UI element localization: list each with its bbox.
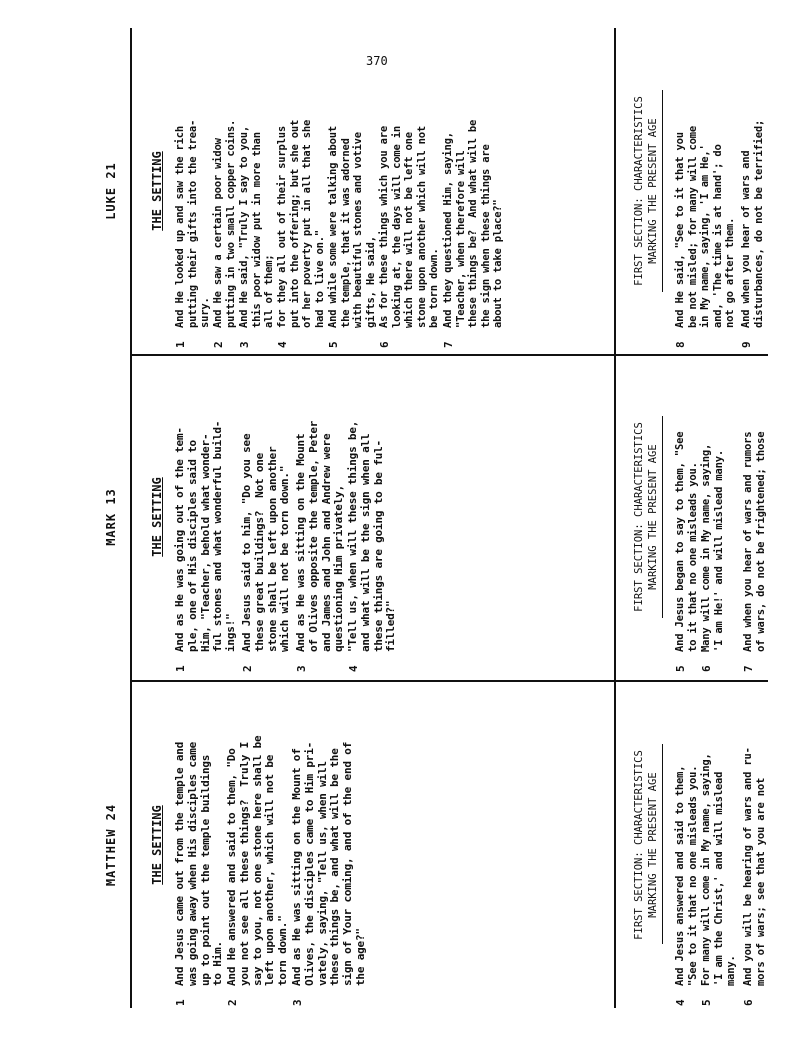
verse-number: 3 <box>291 999 304 1006</box>
verse-number: 5 <box>700 999 713 1006</box>
verse-text: And as He was sitting on the Mount of Olives, the disciples came to Him pri- vately, saying, "Tell us, when will these things be, and what will be the sign of Your coming, and of the end of the age?" <box>290 741 367 986</box>
verse-number: 1 <box>174 341 187 348</box>
mark-section-heading-line2: MARKING THE PRESENT AGE <box>647 444 659 590</box>
verse-number: 4 <box>347 665 360 672</box>
verse-number: 7 <box>442 341 455 348</box>
verse-text: And Jesus said to him, "Do you see these great buildings? Not one stone shall be left upon another which will not be torn down." <box>240 433 292 652</box>
mark-title: MARK 13 <box>104 488 118 546</box>
mark-section-heading-line1: FIRST SECTION: CHARACTERISTICS <box>633 422 645 612</box>
matthew-section-underline <box>662 744 663 944</box>
mark-column <box>88 354 768 680</box>
verse-text: And Jesus began to say to them, "See to it that no one misleads you. <box>674 431 699 652</box>
gospel-harmony-sheet <box>88 28 768 1008</box>
verse-number: 2 <box>241 665 254 672</box>
luke-setting-heading: THE SETTING <box>150 151 164 231</box>
verse-text: And while some were talking about the temple, that it was adorned with beautiful stones and votive gifts, He said, <box>327 125 377 328</box>
matthew-section-heading-line2: MARKING THE PRESENT AGE <box>647 772 659 918</box>
verse-number: 4 <box>276 341 289 348</box>
verse-text: And as He was going out of the tem- ple, one of His disciples said to Him, "Teacher, behold what wonder- ful stones and what wonderful build- ings!" <box>173 420 238 652</box>
verse-text: And Jesus answered and said to them, "See to it that no one misleads you. <box>674 765 699 986</box>
verse-number: 6 <box>378 341 391 348</box>
verse-text: For many will come in My name, saying, 'I am the Christ,' and will mislead many. <box>700 753 738 986</box>
verse-number: 2 <box>212 341 225 348</box>
verse-text: And He saw a certain poor widow putting in two small copper coins. <box>212 119 237 328</box>
verse-text: And they questioned Him, saying, "Teacher, when therefore will these things be? And what will be the sign when these things are about to take place?" <box>442 119 505 328</box>
matthew-setting-heading: THE SETTING <box>150 805 164 885</box>
verse-text: And He looked up and saw the rich putting their gifts into the trea- sury. <box>174 119 212 328</box>
verse-number: 1 <box>174 999 187 1006</box>
verse-text: And He answered and said to them, "Do you not see all these things? Truly I say to you, not one stone here shall be left upon another, which will not be torn down." <box>225 735 290 986</box>
verse-text: And you will be hearing of wars and ru- mors of wars; see that you are not <box>742 747 767 986</box>
verse-number: 3 <box>238 341 251 348</box>
matthew-title: MATTHEW 24 <box>104 803 118 887</box>
matthew-section-rule <box>614 682 616 1008</box>
mark-section-underline <box>662 416 663 618</box>
verse-text: "Tell us, when will these things be, and what will be the sign when all these things are going to be ful- filled?" <box>346 420 398 652</box>
verse-text: And Jesus came out from the temple and was going away when His disciples came up to point out the temple buildings to Him. <box>173 741 225 986</box>
verse-number: 6 <box>700 665 713 672</box>
verse-text: And He said, "See to it that you be not misled; for many will come in My name, saying, 'I am He,' and, 'The time is at hand'; do not go after them. <box>674 125 737 328</box>
verse-number: 6 <box>742 999 755 1006</box>
verse-text: for they all out of their surplus put into the offering; but she out of her poverty put in all that she had to live on." <box>276 119 326 328</box>
page-number: 370 <box>366 54 388 68</box>
matthew-section-heading-line1: FIRST SECTION: CHARACTERISTICS <box>633 750 645 940</box>
verse-text: And when you hear of wars and disturbances, do not be terrified; <box>740 119 765 328</box>
verse-text: And when you hear of wars and rumors of wars, do not be frightened; those <box>742 431 767 652</box>
verse-number: 5 <box>674 665 687 672</box>
mark-section-rule <box>614 354 616 682</box>
luke-title: LUKE 21 <box>104 162 118 220</box>
verse-number: 4 <box>674 999 687 1006</box>
verse-number: 2 <box>226 999 239 1006</box>
matthew-column <box>88 682 768 1008</box>
verse-number: 9 <box>740 341 753 348</box>
verse-text: Many will come in My name, saying, 'I am He!' and will mislead many. <box>700 443 725 652</box>
luke-section-heading-line1: FIRST SECTION: CHARACTERISTICS <box>633 96 645 286</box>
luke-section-underline <box>662 90 663 292</box>
luke-section-heading-line2: MARKING THE PRESENT AGE <box>647 118 659 264</box>
verse-text: And He said, "Truly I say to you, this poor widow put in more than all of them; <box>238 125 276 328</box>
verse-text: And as He was sitting on the Mount of Olives opposite the temple, Peter and James and John and Andrew were questioning Him privately, <box>294 420 346 652</box>
verse-number: 5 <box>327 341 340 348</box>
verse-text: As for these things which you are looking at, the days will come in which there will not be left one stone upon another which will not be torn down. <box>378 125 441 328</box>
verse-number: 7 <box>742 665 755 672</box>
mark-setting-heading: THE SETTING <box>150 477 164 557</box>
verse-number: 8 <box>674 341 687 348</box>
luke-column <box>88 28 768 354</box>
verse-number: 1 <box>174 665 187 672</box>
verse-number: 3 <box>295 665 308 672</box>
luke-section-rule <box>614 28 616 356</box>
